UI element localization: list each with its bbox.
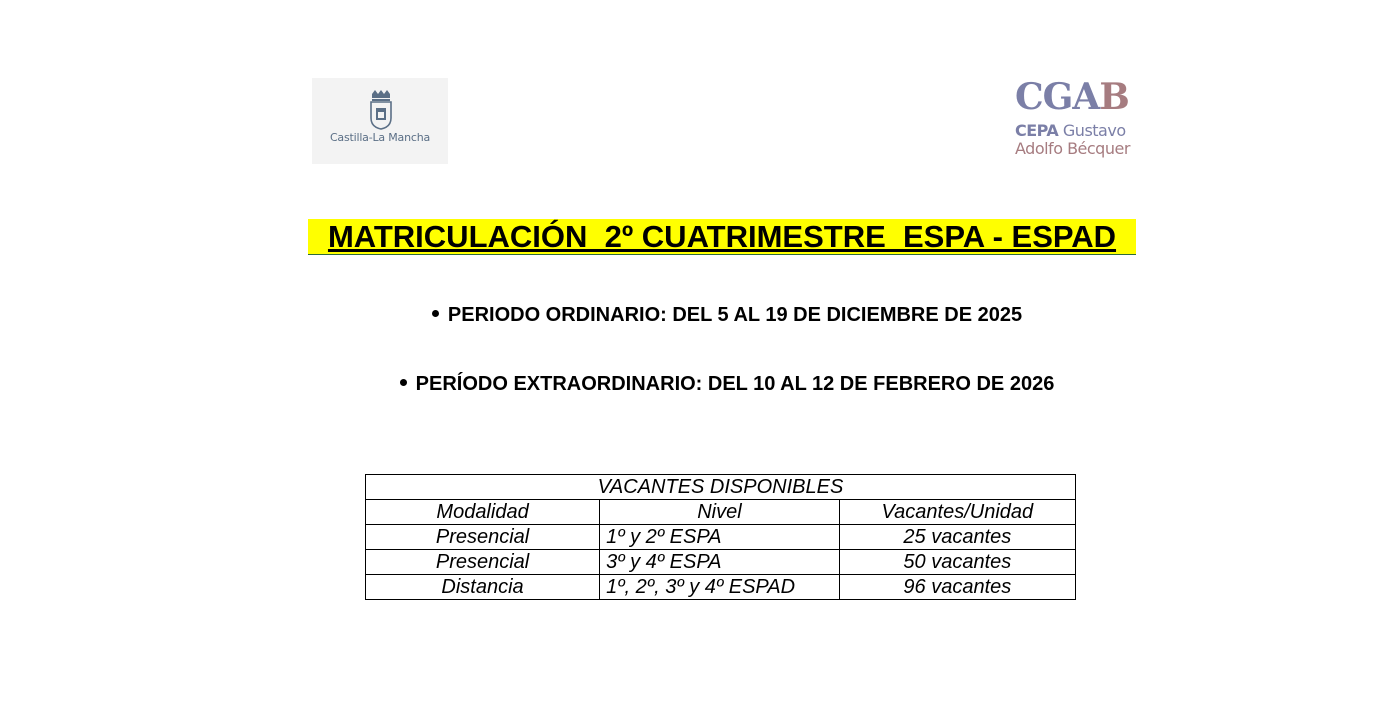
cell-nivel: 3º y 4º ESPA (600, 550, 840, 575)
cgab-mark: CGAB (1015, 76, 1129, 118)
header-modalidad: Modalidad (366, 500, 600, 525)
adolfo-line: Adolfo Bécquer (1015, 139, 1130, 158)
cell-modalidad: Presencial (366, 550, 600, 575)
cell-modalidad: Presencial (366, 525, 600, 550)
cell-vacantes: 50 vacantes (839, 550, 1075, 575)
table-caption: VACANTES DISPONIBLES (366, 475, 1076, 500)
header-vacantes: Vacantes/Unidad (839, 500, 1075, 525)
table-header-row (366, 500, 1076, 525)
table-row (366, 525, 1076, 550)
period-ordinary: PERIODO ORDINARIO: DEL 5 AL 19 DE DICIEMBRE DE 2025 (28, 303, 1398, 327)
table-row (366, 550, 1076, 575)
table-caption-row (366, 475, 1076, 500)
bullet-icon (432, 310, 439, 317)
cell-vacantes: 25 vacantes (839, 525, 1075, 550)
cepa-cgab-logo (1012, 76, 1142, 162)
cell-nivel: 1º y 2º ESPA (600, 525, 840, 550)
castilla-la-mancha-logo (312, 78, 448, 164)
header-nivel: Nivel (600, 500, 840, 525)
page-title: MATRICULACIÓN 2º CUATRIMESTRE ESPA - ESPAD (308, 219, 1136, 255)
cell-modalidad: Distancia (366, 575, 600, 600)
cepa-line: CEPA Gustavo (1015, 121, 1126, 140)
table-row (366, 575, 1076, 600)
cell-vacantes: 96 vacantes (839, 575, 1075, 600)
period-extraordinary: PERÍODO EXTRAORDINARIO: DEL 10 AL 12 DE FEBRERO DE 2026 (28, 372, 1398, 396)
crest-icon (368, 90, 394, 130)
vacancies-table (365, 474, 1076, 600)
cell-nivel: 1º, 2º, 3º y 4º ESPAD (600, 575, 840, 600)
logo-left-label: Castilla-La Mancha (329, 131, 431, 144)
bullet-icon (400, 379, 407, 386)
